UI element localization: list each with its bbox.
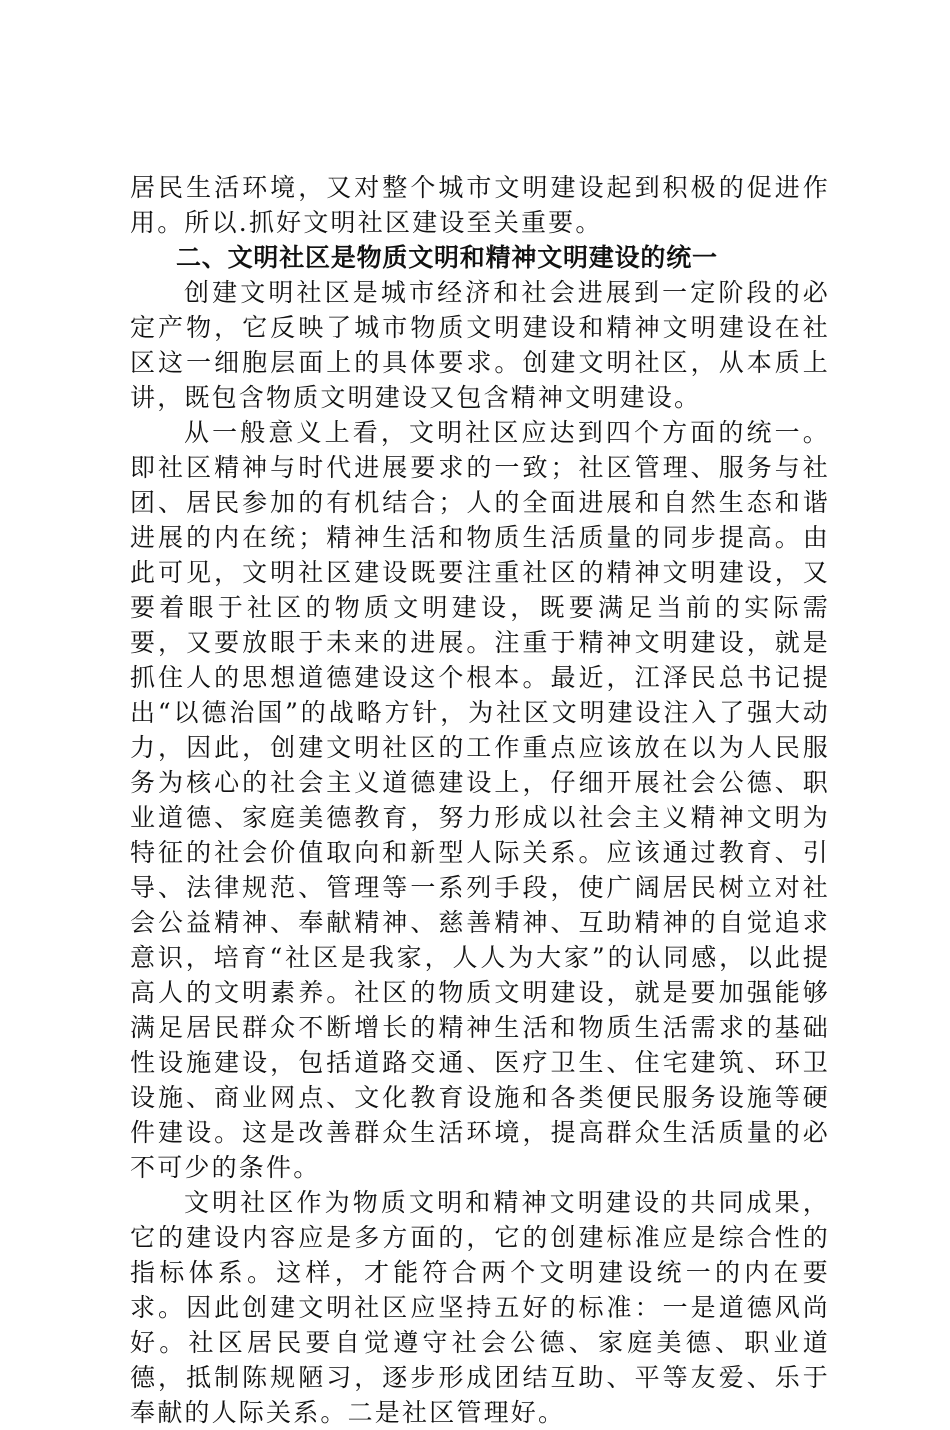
- paragraph: 从一般意义上看，文明社区应达到四个方面的统一。即社区精神与时代进展要求的一致；社区管理、服务与社团、居民参加的有机结合；人的全面进展和自然生态和谐进展的内在统；精神生活和物质生活质量的同步提高。由此可见，文明社区建设既要注重社区的精神文明建设，又要着眼于社区的物质文明建设，既要满足当前的实际需要，又要放眼于未来的进展。注重于精神文明建设，就是抓住人的思想道德建设这个根本。最近，江泽民总书记提出“以德治国”的战略方针，为社区文明建设注入了强大动力，因此，创建文明社区的工作重点应该放在以为人民服务为核心的社会主义道德建设上，仔细开展社会公德、职业道德、家庭美德教育，努力形成以社会主义精神文明为特征的社会价值取向和新型人际关系。应该通过教育、引导、法律规范、管理等一系列手段，使广阔居民树立对社会公益精神、奉献精神、慈善精神、互助精神的自觉追求意识，培育“社区是我家，人人为大家”的认同感，以此提高人的文明素养。社区的物质文明建设，就是要加强能够满足居民群众不断增长的精神生活和物质生活需求的基础性设施建设，包括道路交通、医疗卫生、住宅建筑、环卫设施、商业网点、文化教育设施和各类便民服务设施等硬件建设。这是改善群众生活环境，提高群众生活质量的必不可少的条件。: [130, 418, 830, 1182]
- document-body: [130, 170, 830, 1430]
- paragraph: 文明社区作为物质文明和精神文明建设的共同成果，它的建设内容应是多方面的，它的创建标准应是综合性的指标体系。这样，才能符合两个文明建设统一的内在要求。因此创建文明社区应坚持五好的标准：一是道德风尚好。社区居民要自觉遵守社会公德、家庭美德、职业道德，抵制陈规陋习，逐步形成团结互助、平等友爱、乐于奉献的人际关系。二是社区管理好。: [130, 1188, 830, 1427]
- paragraph: 创建文明社区是城市经济和社会进展到一定阶段的必定产物，它反映了城市物质文明建设和精神文明建设在社区这一细胞层面上的具体要求。创建文明社区，从本质上讲，既包含物质文明建设又包含精神文明建设。: [130, 278, 830, 412]
- paragraph-continued: 居民生活环境，又对整个城市文明建设起到积极的促进作用。所以.抓好文明社区建设至关重要。: [130, 173, 830, 237]
- section-heading: 二、文明社区是物质文明和精神文明建设的统一: [176, 243, 718, 272]
